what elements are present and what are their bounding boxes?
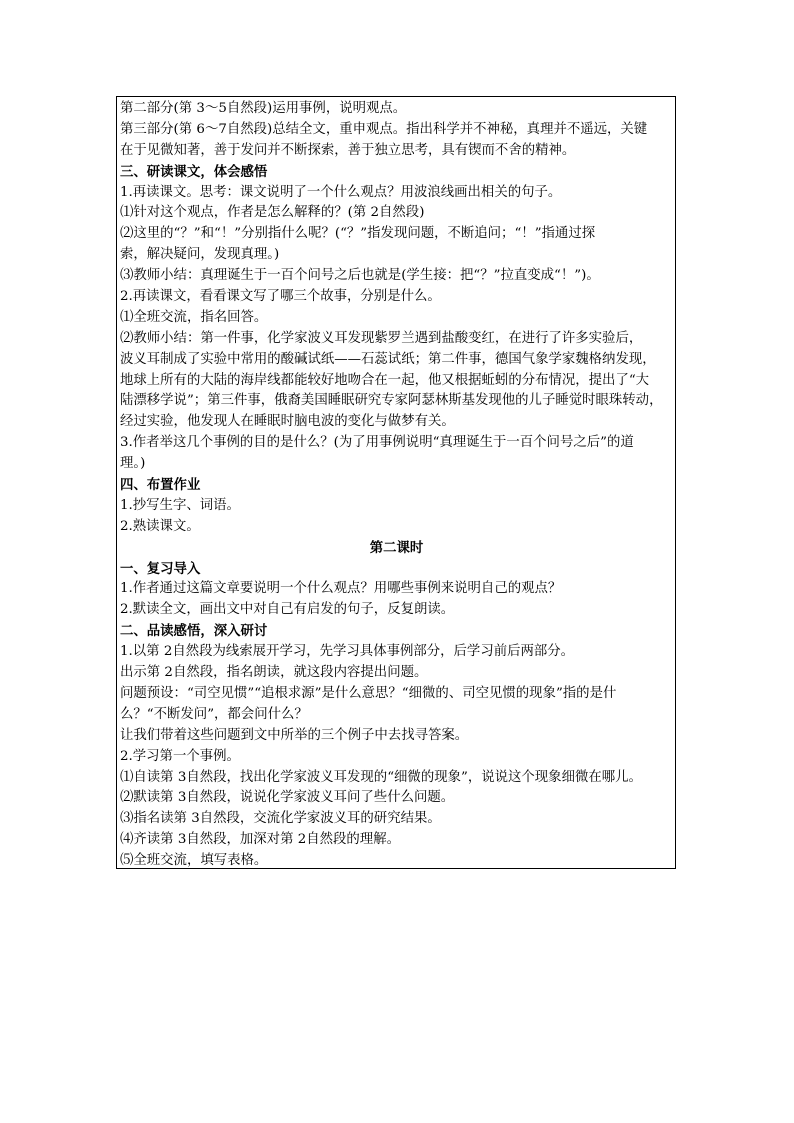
text-line: 1.再读课文。思考：课文说明了一个什么观点？用波浪线画出相关的句子。 <box>120 184 562 200</box>
text-line: ⑴全班交流，指名回答。 <box>120 309 268 325</box>
lesson-title: 第二课时 <box>369 539 424 556</box>
text-line: 让我们带着这些问题到文中所举的三个例子中去找寻答案。 <box>120 727 469 743</box>
section-heading: 二、品读感悟，深入研讨 <box>120 623 268 640</box>
text-line: ⑶教师小结：真理诞生于一百个问号之后也就是(学生接：把“？”拉直变成“！”)。 <box>120 268 600 284</box>
text-line: ⑴针对这个观点，作者是怎么解释的？(第 2自然段) <box>120 205 425 221</box>
text-line: 陆漂移学说”；第三件事，俄裔美国睡眠研究专家阿瑟林斯基发现他的儿子睡觉时眼珠转动， <box>120 393 663 409</box>
section-heading: 四、布置作业 <box>120 477 201 494</box>
text-line: ⑴自读第 3自然段，找出化学家波义耳发现的“细微的现象”，说说这个现象细微在哪儿。 <box>120 769 642 785</box>
text-line: ⑷齐读第 3自然段，加深对第 2自然段的理解。 <box>120 832 400 848</box>
text-line: 2.熟读课文。 <box>120 518 200 534</box>
section-heading: 一、复习导入 <box>120 560 201 577</box>
text-line: 第二部分(第 3～5自然段)运用事例，说明观点。 <box>120 101 407 116</box>
text-line: 么？“不断发问”，都会问什么？ <box>120 706 308 722</box>
text-line: 波义耳制成了实验中常用的酸碱试纸——石蕊试纸；第二件事，德国气象学家魏格纳发现， <box>120 351 656 367</box>
section-heading: 三、研读课文，体会感悟 <box>120 163 268 180</box>
text-line: 在于见微知著，善于发问并不断探索，善于独立思考，具有锲而不舍的精神。 <box>120 142 576 158</box>
text-line: ⑶指名读第 3自然段，交流化学家波义耳的研究结果。 <box>120 811 441 827</box>
text-line: ⑵默读第 3自然段，说说化学家波义耳问了些什么问题。 <box>120 790 455 806</box>
text-line: 经过实验，他发现人在睡眠时脑电波的变化与做梦有关。 <box>120 414 455 430</box>
text-line: 理。) <box>120 456 146 472</box>
text-line: ⑵这里的“？”和“！”分别指什么呢？(“？”指发现问题，不断追问；“！”指通过探 <box>120 226 596 242</box>
text-line: 3.作者举这几个事例的目的是什么？(为了用事例说明“真理诞生于一百个问号之后”的道 <box>120 435 634 451</box>
text-line: 1.作者通过这篇文章要说明一个什么观点？用哪些事例来说明自己的观点？ <box>120 581 562 597</box>
lesson-plan-box <box>116 96 676 869</box>
text-line: 第三部分(第 6～7自然段)总结全文，重申观点。指出科学并不神秘，真理并不遥远，关键 <box>120 121 648 137</box>
text-line: 1.以第 2自然段为线索展开学习，先学习具体事例部分，后学习前后两部分。 <box>120 644 575 660</box>
text-line: 2.学习第一个事例。 <box>120 748 240 764</box>
text-line: 出示第 2自然段，指名朗读，就这段内容提出问题。 <box>120 665 428 681</box>
text-line: 1.抄写生字、词语。 <box>120 497 240 513</box>
text-line: 2.再读课文，看看课文写了哪三个故事，分别是什么。 <box>120 289 441 305</box>
text-line: 2.默读全文，画出文中对自己有启发的句子，反复朗读。 <box>120 602 455 618</box>
text-line: ⑸全班交流，填写表格。 <box>120 853 268 869</box>
text-line: 问题预设：“司空见惯”“追根求源”是什么意思？“细微的、司空见惯的现象”指的是什 <box>120 685 617 701</box>
text-line: ⑵教师小结：第一件事，化学家波义耳发现紫罗兰遇到盐酸变红，在进行了许多实验后， <box>120 330 643 346</box>
text-line: 索，解决疑问，发现真理。) <box>120 247 280 263</box>
text-line: 地球上所有的大陆的海岸线都能较好地吻合在一起，他又根据蚯蚓的分布情况，提出了“大 <box>120 372 650 388</box>
